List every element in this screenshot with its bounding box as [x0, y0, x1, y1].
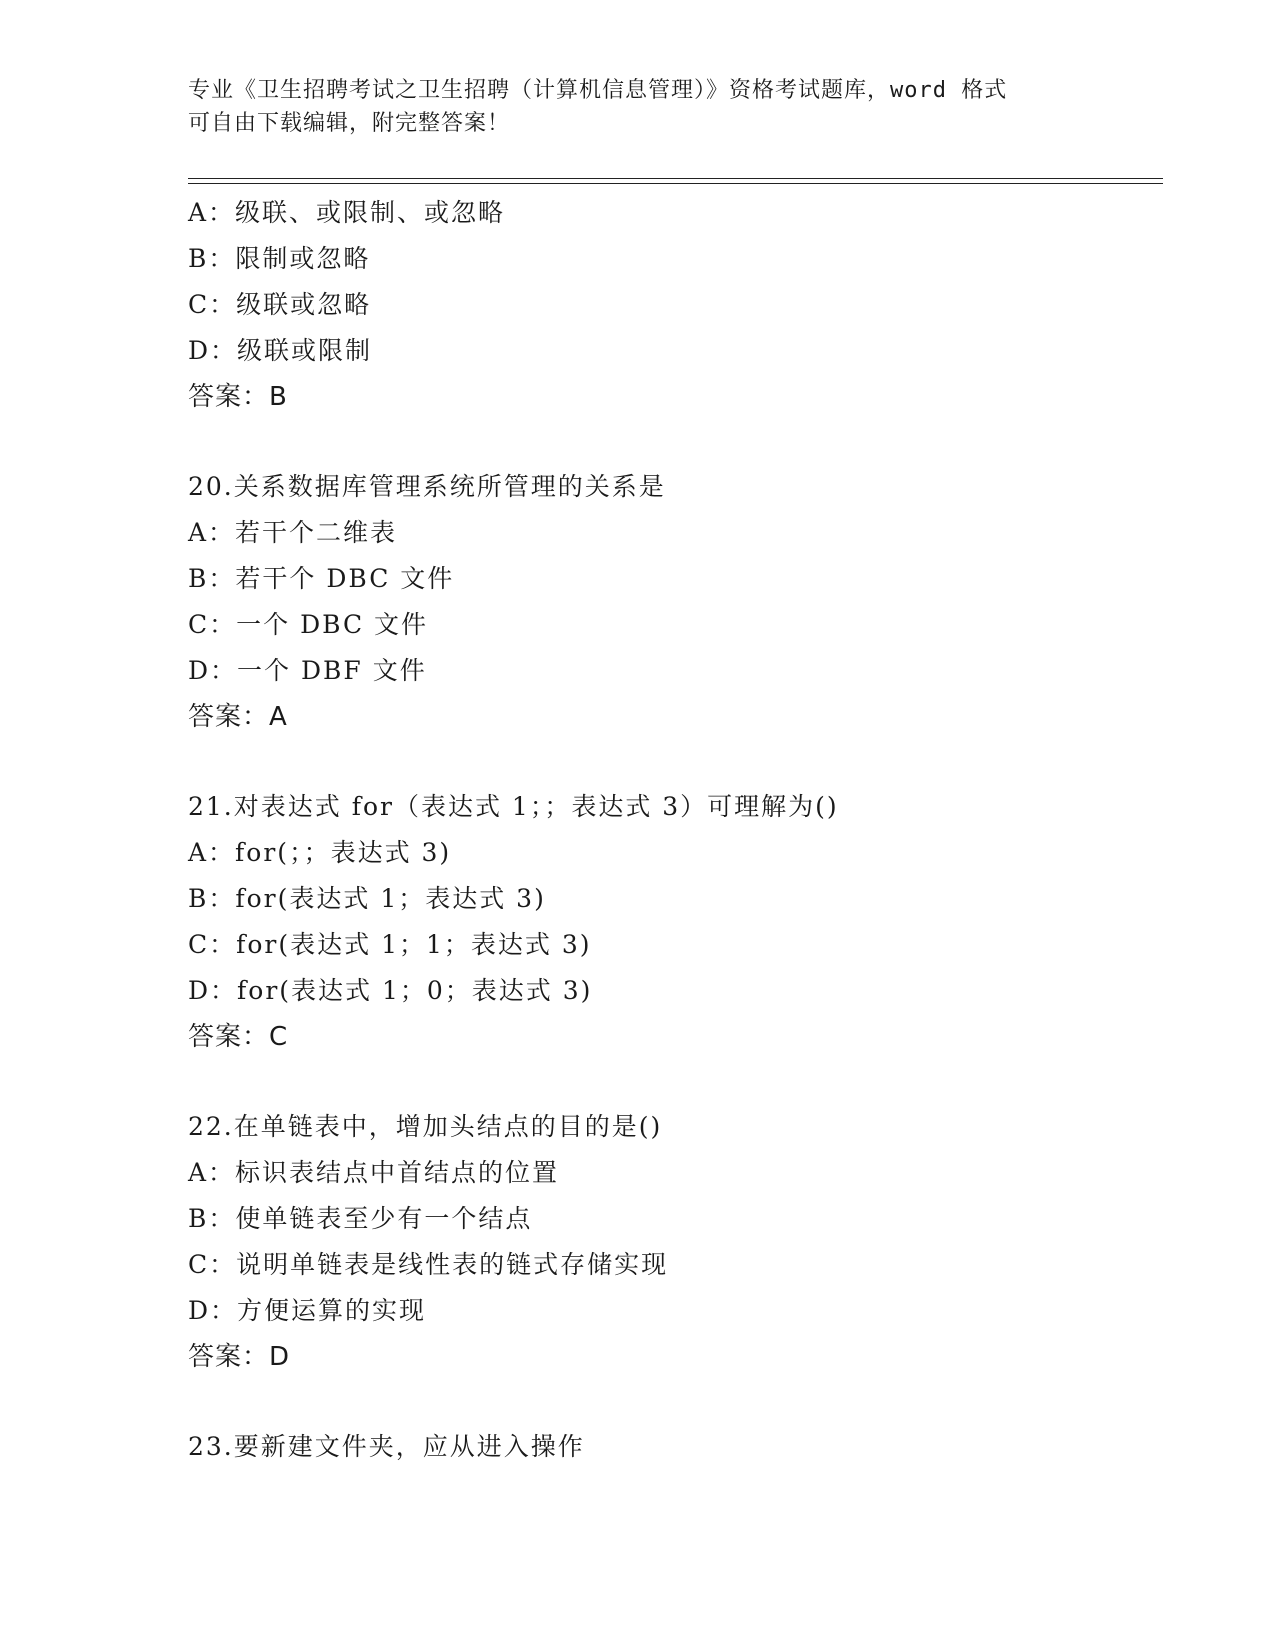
option-d: D：一个 DBF 文件	[188, 656, 427, 685]
option-b: B：限制或忽略	[188, 244, 371, 273]
option-d: D：for(表达式 1；0；表达式 3)	[188, 976, 593, 1005]
option-a: A：标识表结点中首结点的位置	[188, 1158, 560, 1187]
question-block-23	[188, 1424, 1148, 1470]
option-c: C：for(表达式 1；1；表达式 3)	[188, 930, 592, 959]
question-block-20	[188, 464, 1148, 740]
option-b: B：使单链表至少有一个结点	[188, 1204, 533, 1233]
answer-line: 答案：B	[188, 382, 288, 412]
question-block-21	[188, 784, 1148, 1060]
option-c: C：说明单链表是线性表的链式存储实现	[188, 1250, 669, 1279]
header-line-2: 可自由下载编辑，附完整答案！	[188, 111, 511, 136]
answer-line: 答案：A	[188, 702, 288, 732]
option-d: D：方便运算的实现	[188, 1296, 427, 1325]
document-header	[188, 74, 1088, 140]
header-divider-top	[188, 178, 1163, 179]
option-c: C：一个 DBC 文件	[188, 610, 429, 639]
header-divider-bottom	[188, 183, 1163, 184]
question-text: 20.关系数据库管理系统所管理的关系是	[188, 472, 666, 501]
answer-line: 答案：C	[188, 1022, 289, 1052]
option-a: A：for(；；表达式 3)	[188, 838, 452, 867]
question-text: 21.对表达式 for（表达式 1；；表达式 3）可理解为()	[188, 792, 839, 821]
question-text: 22.在单链表中，增加头结点的目的是()	[188, 1112, 663, 1141]
header-line-1: 专业《卫生招聘考试之卫生招聘（计算机信息管理）》资格考试题库，word 格式	[188, 78, 1008, 103]
option-b: B：若干个 DBC 文件	[188, 564, 455, 593]
option-c: C：级联或忽略	[188, 290, 372, 319]
question-block-22	[188, 1104, 1148, 1380]
question-list	[188, 190, 1148, 1470]
option-a: A：若干个二维表	[188, 518, 398, 547]
option-d: D：级联或限制	[188, 336, 373, 365]
answer-line: 答案：D	[188, 1342, 291, 1372]
question-block-19	[188, 190, 1148, 420]
option-a: A：级联、或限制、或忽略	[188, 198, 506, 227]
option-b: B：for(表达式 1；表达式 3)	[188, 884, 546, 913]
question-text: 23.要新建文件夹，应从进入操作	[188, 1432, 585, 1461]
